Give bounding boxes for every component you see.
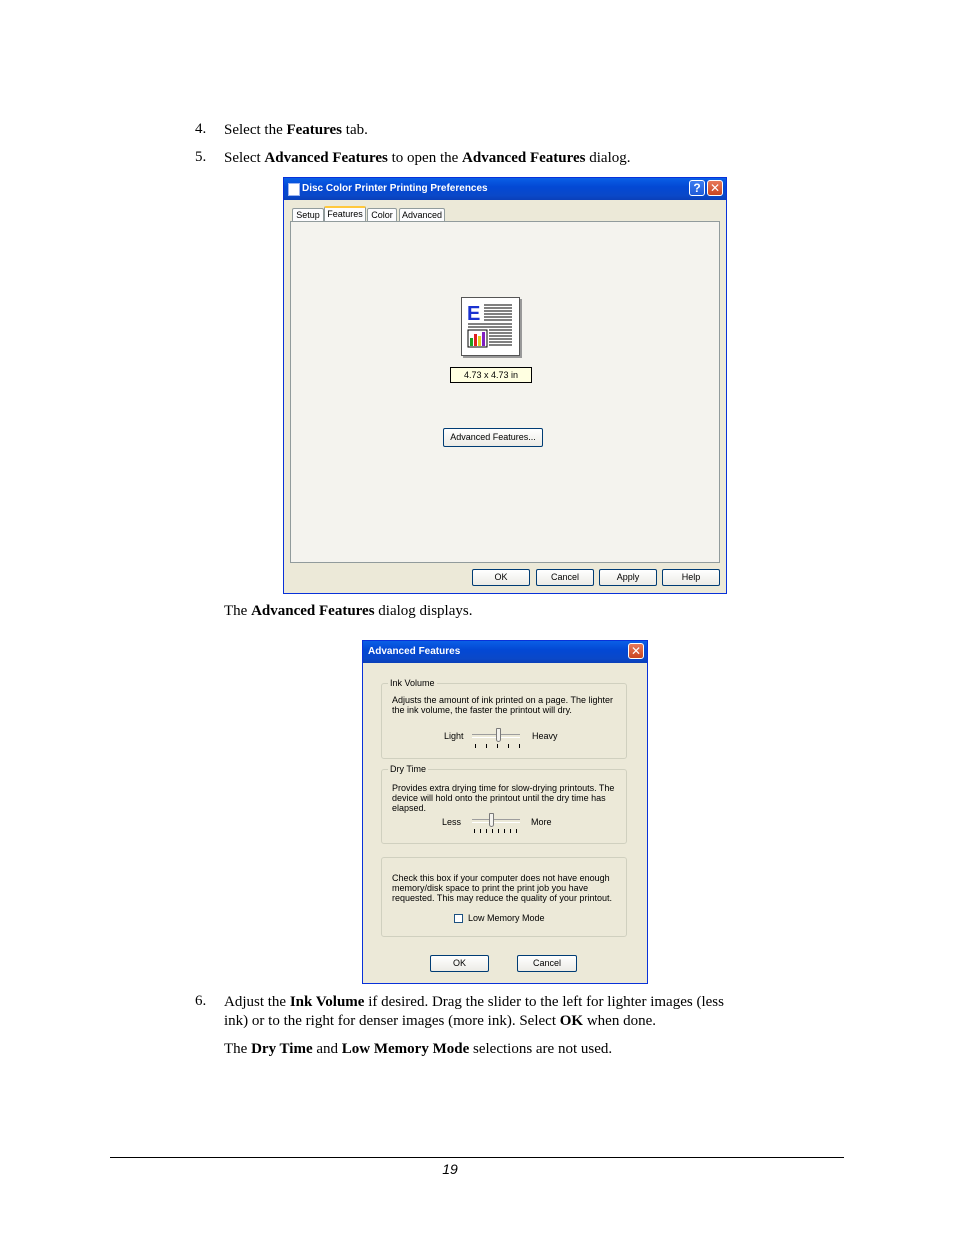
help-button[interactable]: Help (662, 569, 720, 586)
bold-text: Advanced Features (462, 150, 586, 166)
bold-text: Ink Volume (289, 994, 365, 1010)
text: The (224, 1041, 252, 1057)
ok-button[interactable]: OK (430, 955, 489, 972)
step-number: 6. (195, 993, 207, 1009)
caption-text (224, 602, 472, 621)
ink-volume-slider[interactable] (472, 728, 522, 748)
text: The (224, 603, 252, 619)
slider-tick (516, 829, 517, 833)
text: Select the (224, 122, 287, 138)
text: Adjust the (224, 994, 290, 1010)
text: to open the (387, 150, 463, 166)
cancel-button[interactable]: Cancel (536, 569, 594, 586)
printer-icon (288, 183, 300, 196)
low-memory-description: Check this box if your computer does not have enough memory/disk space to print the print job you have requested. This may reduce the quality of your printout. (392, 873, 612, 903)
slider-tick (510, 829, 511, 833)
tab-advanced[interactable]: Advanced (399, 208, 445, 222)
help-icon[interactable]: ? (689, 180, 705, 196)
size-label: 4.73 x 4.73 in (450, 367, 532, 383)
note-text (224, 1040, 612, 1059)
group-label: Ink Volume (390, 678, 435, 688)
document-preview-icon (461, 297, 520, 356)
bold-text: Dry Time (251, 1041, 313, 1057)
slider-tick (475, 744, 476, 748)
slider-tick (492, 829, 493, 833)
ink-volume-group (381, 678, 627, 759)
ink-volume-description: Adjusts the amount of ink printed on a page. The lighter the ink volume, the faster the printout will dry. (392, 695, 613, 715)
dialog-title: Advanced Features (368, 646, 461, 657)
slider-tick (508, 744, 509, 748)
document-preview-graphic (462, 298, 519, 355)
text: and (312, 1041, 342, 1057)
tab-setup[interactable]: Setup (292, 208, 324, 222)
slider-tick (486, 744, 487, 748)
printing-preferences-dialog (283, 177, 727, 594)
bold-text: OK (559, 1013, 584, 1029)
text: dialog. (585, 150, 631, 166)
low-memory-checkbox[interactable] (454, 914, 463, 923)
slider-min-label: Less (442, 817, 462, 827)
close-icon[interactable]: ✕ (707, 180, 723, 196)
slider-tick (480, 829, 481, 833)
text: ink) or to the right for denser images (more ink). Select (224, 1013, 560, 1029)
title-bar (363, 641, 647, 663)
dialog-title: Disc Color Printer Printing Preferences (302, 183, 488, 194)
slider-tick (504, 829, 505, 833)
cancel-button[interactable]: Cancel (517, 955, 577, 972)
ok-button[interactable]: OK (472, 569, 530, 586)
step-number: 4. (195, 121, 207, 137)
footer-rule (110, 1157, 844, 1158)
advanced-features-button[interactable]: Advanced Features... (443, 428, 543, 447)
text: tab. (342, 122, 368, 138)
low-memory-group (381, 857, 627, 937)
slider-tick (497, 744, 498, 748)
text: if desired. Drag the slider to the left for lighter images (less (364, 994, 724, 1010)
bold-text: Features (286, 122, 343, 138)
dry-time-group (381, 764, 627, 844)
dry-time-slider[interactable] (472, 813, 522, 833)
text: selections are not used. (469, 1041, 613, 1057)
slider-tick (519, 744, 520, 748)
tab-color[interactable]: Color (367, 208, 397, 222)
slider-tick (486, 829, 487, 833)
advanced-features-dialog (362, 640, 648, 984)
step-number: 5. (195, 149, 207, 165)
bold-text: Advanced Features (264, 150, 388, 166)
dry-time-description: Provides extra drying time for slow-drying printouts. The device will hold onto the printout until the dry time has elapsed. (392, 783, 615, 813)
step-6-line-2 (224, 1012, 656, 1031)
close-icon[interactable]: ✕ (628, 643, 644, 659)
slider-thumb[interactable] (496, 728, 501, 742)
slider-track (472, 819, 520, 823)
step-4-text (224, 121, 368, 140)
low-memory-label: Low Memory Mode (468, 913, 545, 923)
text: dialog displays. (374, 603, 473, 619)
step-5-text (224, 149, 631, 168)
slider-thumb[interactable] (489, 813, 494, 827)
slider-min-label: Light (444, 731, 464, 741)
bold-text: Low Memory Mode (341, 1041, 470, 1057)
step-6-line-1 (224, 993, 724, 1012)
apply-button[interactable]: Apply (599, 569, 657, 586)
bold-text: Advanced Features (251, 603, 375, 619)
letter-e-glyph: E (467, 303, 481, 325)
tab-features[interactable]: Features (324, 206, 366, 222)
title-bar (284, 178, 726, 200)
slider-max-label: Heavy (532, 731, 558, 741)
group-label: Dry Time (390, 764, 426, 774)
text: when done. (583, 1013, 656, 1029)
slider-tick (474, 829, 475, 833)
slider-tick (498, 829, 499, 833)
slider-max-label: More (531, 817, 552, 827)
text: Select (224, 150, 265, 166)
page-number: 19 (442, 1161, 458, 1177)
features-panel (290, 221, 720, 563)
